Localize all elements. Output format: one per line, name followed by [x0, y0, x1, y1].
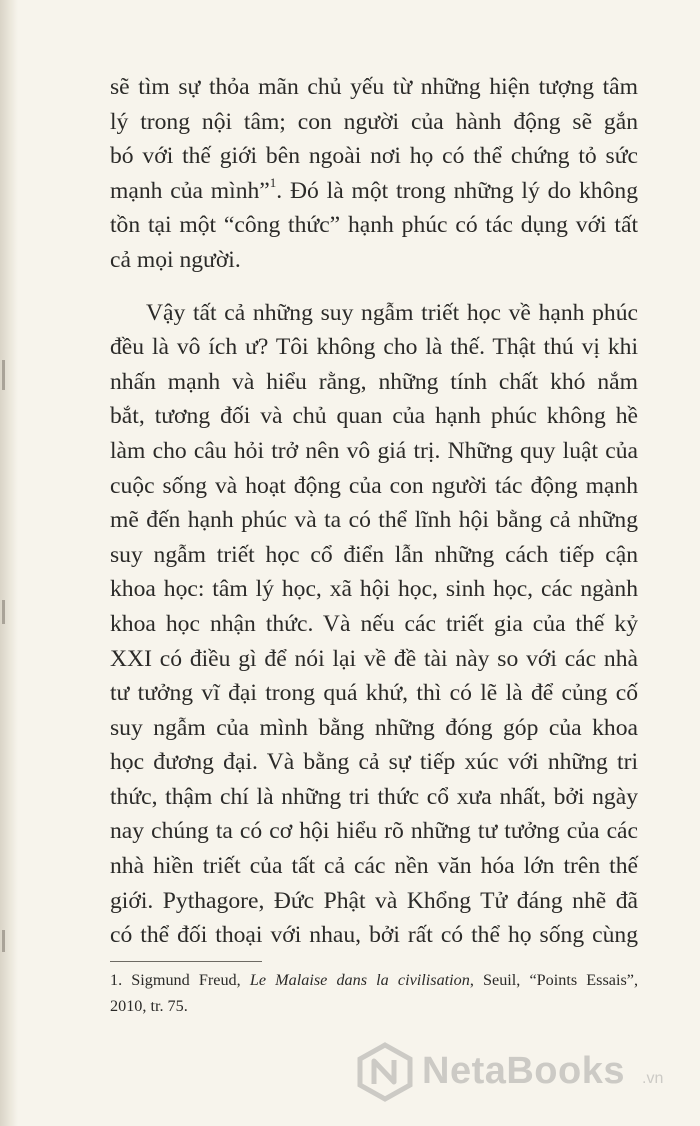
text-line: khoa học nhận thức. Và nếu các triết gia của thế kỷ — [110, 610, 638, 637]
text-line: cuộc sống và hoạt động của con người tác động mạnh — [110, 472, 638, 499]
footnote-line — [110, 967, 638, 993]
paragraph-2 — [110, 296, 638, 953]
footnote-line: 2010, tr. 75. — [110, 997, 188, 1015]
footnote-number: 1. — [110, 971, 123, 989]
footnote-author: Sigmund Freud, — [131, 971, 241, 989]
text-line: sẽ tìm sự thỏa mãn chủ yếu từ những hiện tượng tâm — [110, 74, 638, 100]
text-line: Vậy tất cả những suy ngẫm triết học về hạnh phúc — [146, 299, 638, 326]
text-line: học đương đại. Và bằng cả sự tiếp xúc với những tri — [110, 749, 638, 776]
text-line: mẽ đến hạnh phúc và ta có thể lĩnh hội bằng cả những — [110, 507, 638, 534]
text-line: tồn tại một “công thức” hạnh phúc có tác dụng với tất — [110, 212, 638, 239]
text-line: tư tưởng vĩ đại trong quá khứ, thì có lẽ là để củng cố — [110, 680, 638, 707]
watermark-brand: NetaBooks — [422, 1050, 625, 1092]
text-line: đều là vô ích ư? Tôi không cho là thế. Thật thú vị khi — [110, 334, 638, 361]
text-line: bắt, tương đối và chủ quan của hạnh phúc không hề — [110, 403, 638, 430]
text-line: nhà hiền triết của tất cả các nền văn hóa lớn trên thế — [110, 853, 638, 880]
text-line: giới. Pythagore, Đức Phật và Khổng Tử đáng nhẽ đã — [110, 887, 638, 914]
spine-mark — [2, 600, 5, 624]
text-line: nay chúng ta có cơ hội hiểu rõ những tư tưởng của các — [110, 818, 638, 845]
watermark-suffix: .vn — [642, 1070, 664, 1087]
footnote — [110, 967, 638, 1019]
text-line: suy ngẫm triết học cổ điển lẫn những cách tiếp cận — [110, 541, 638, 568]
text-line: XXI có điều gì để nói lại về đề tài này so với các nhà — [110, 645, 638, 672]
body-text — [110, 70, 638, 953]
text-line-with-footnote — [110, 174, 638, 209]
text-line: khoa học: tâm lý học, xã hội học, sinh học, các ngành — [110, 576, 638, 603]
text-line: suy ngẫm của mình bằng những đóng góp của khoa — [110, 714, 638, 741]
text-line: thức, thậm chí là những tri thức cổ xưa nhất, bởi ngày — [110, 783, 638, 810]
spine-mark — [2, 360, 5, 390]
footnote-title: Le Malaise dans la civilisation — [249, 971, 470, 989]
text-line: làm cho câu hỏi trở nên vô giá trị. Những quy luật của — [110, 437, 638, 464]
netabooks-watermark — [356, 1040, 686, 1104]
text-line: lý trong nội tâm; con người của hành động sẽ gắn — [110, 108, 638, 135]
footnote-reference[interactable]: 1 — [269, 174, 277, 190]
text-line: nhấn mạnh và hiểu rằng, những tính chất khó nắm — [110, 368, 638, 395]
text-fragment: . Đó là một trong những lý do không — [276, 177, 638, 204]
footnote-divider — [110, 961, 262, 962]
paragraph-1 — [110, 70, 638, 278]
book-spine-shadow — [0, 0, 18, 1126]
netabooks-logo-icon — [356, 1042, 414, 1102]
text-line: cả mọi người. — [110, 246, 241, 273]
text-fragment: mạnh của mình” — [110, 177, 270, 204]
footnote-publisher: , Seuil, “Points Essais”, — [469, 971, 638, 989]
text-line: có thể đối thoại với nhau, bởi rất có thể họ sống cùng — [110, 922, 638, 949]
text-line: bó với thế giới bên ngoài nơi họ có thể chứng tỏ sức — [110, 143, 638, 170]
spine-mark — [2, 930, 5, 952]
